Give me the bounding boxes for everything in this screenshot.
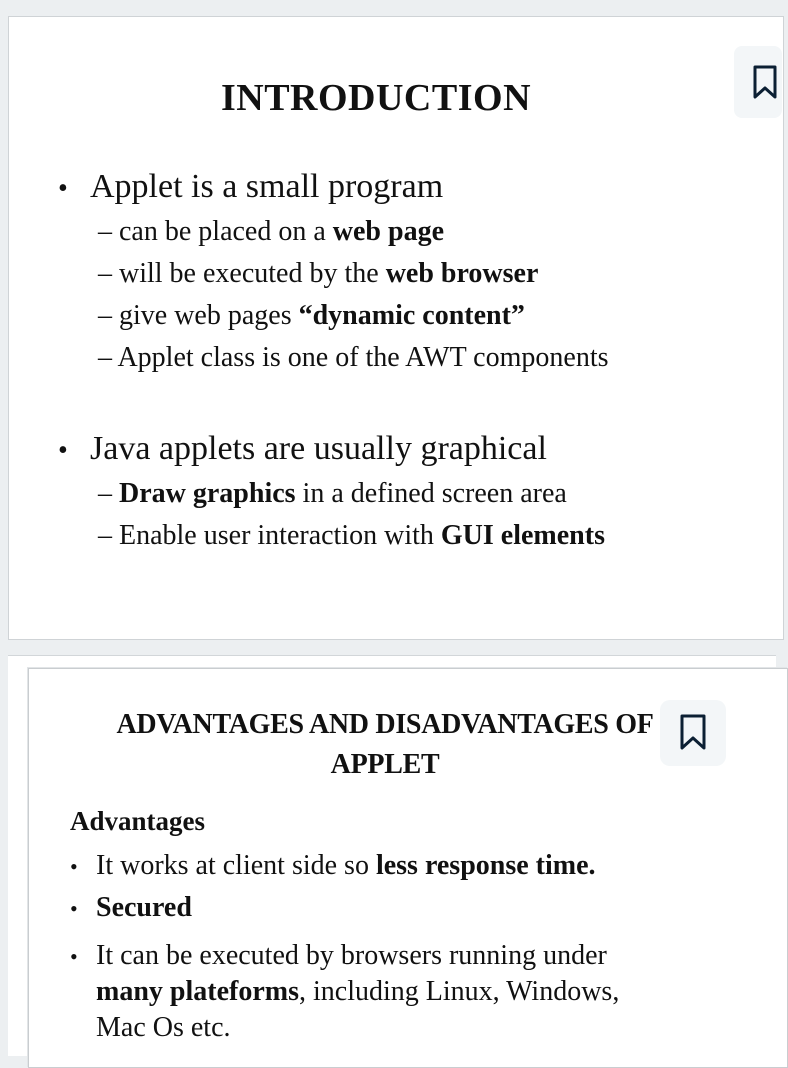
sub-item-bold: Draw graphics xyxy=(119,478,296,509)
sub-item xyxy=(98,258,538,290)
bullet-item xyxy=(70,892,192,924)
bullet-continuation xyxy=(96,976,619,1008)
slide-title: INTRODUCTION xyxy=(220,77,532,119)
bullet-item xyxy=(58,168,443,206)
sub-item-tail: in a defined screen area xyxy=(295,478,567,509)
bullet-item xyxy=(58,430,547,468)
bullet-dot: • xyxy=(70,896,78,921)
bookmark-button[interactable] xyxy=(734,46,782,118)
bullet-dot: • xyxy=(70,854,78,879)
bullet-dot: • xyxy=(58,435,68,466)
sub-item-text: – Enable user interaction with xyxy=(98,520,441,551)
sub-item-text: – xyxy=(98,478,119,509)
slide-title-line: APPLET xyxy=(330,749,440,780)
bullet-continuation xyxy=(96,1012,231,1044)
bullet-text: Applet is a small program xyxy=(90,168,444,205)
sub-item-bold: web browser xyxy=(385,258,539,289)
bookmark-icon xyxy=(678,712,708,752)
sub-item-text: – will be executed by the xyxy=(98,258,386,289)
sub-item xyxy=(98,520,605,552)
bullet-text: , including Linux, Windows, xyxy=(298,976,620,1007)
sub-item-text: – give web pages xyxy=(98,300,299,331)
sub-item-bold: GUI elements xyxy=(440,520,605,551)
bullet-bold: many plateforms xyxy=(96,976,299,1007)
bullet-text: It can be executed by browsers running under xyxy=(96,940,607,971)
sub-item xyxy=(98,216,444,248)
sub-item-bold: “dynamic content” xyxy=(298,300,525,331)
sub-item-text: – Applet class is one of the AWT components xyxy=(98,342,609,373)
bullet-dot: • xyxy=(58,173,68,204)
sub-item xyxy=(98,300,525,332)
bookmark-button[interactable] xyxy=(660,700,726,766)
sub-item-text: – can be placed on a xyxy=(98,216,333,247)
subheading: Advantages xyxy=(70,806,206,836)
bookmark-icon xyxy=(752,64,778,100)
bullet-text: Mac Os etc. xyxy=(96,1012,231,1043)
slide-title xyxy=(40,705,730,785)
bullet-bold: Secured xyxy=(96,892,192,923)
bullet-text: It works at client side so xyxy=(96,850,376,881)
sub-item xyxy=(98,342,609,374)
bullet-dot: • xyxy=(70,944,78,969)
sub-item xyxy=(98,478,567,510)
slide-title-line: ADVANTAGES AND DISADVANTAGES OF xyxy=(116,709,654,740)
bullet-item xyxy=(70,850,596,882)
bullet-text: Java applets are usually graphical xyxy=(90,430,547,467)
bullet-item xyxy=(70,940,607,972)
bullet-bold: less response time. xyxy=(375,850,596,881)
sub-item-bold: web page xyxy=(332,216,445,247)
